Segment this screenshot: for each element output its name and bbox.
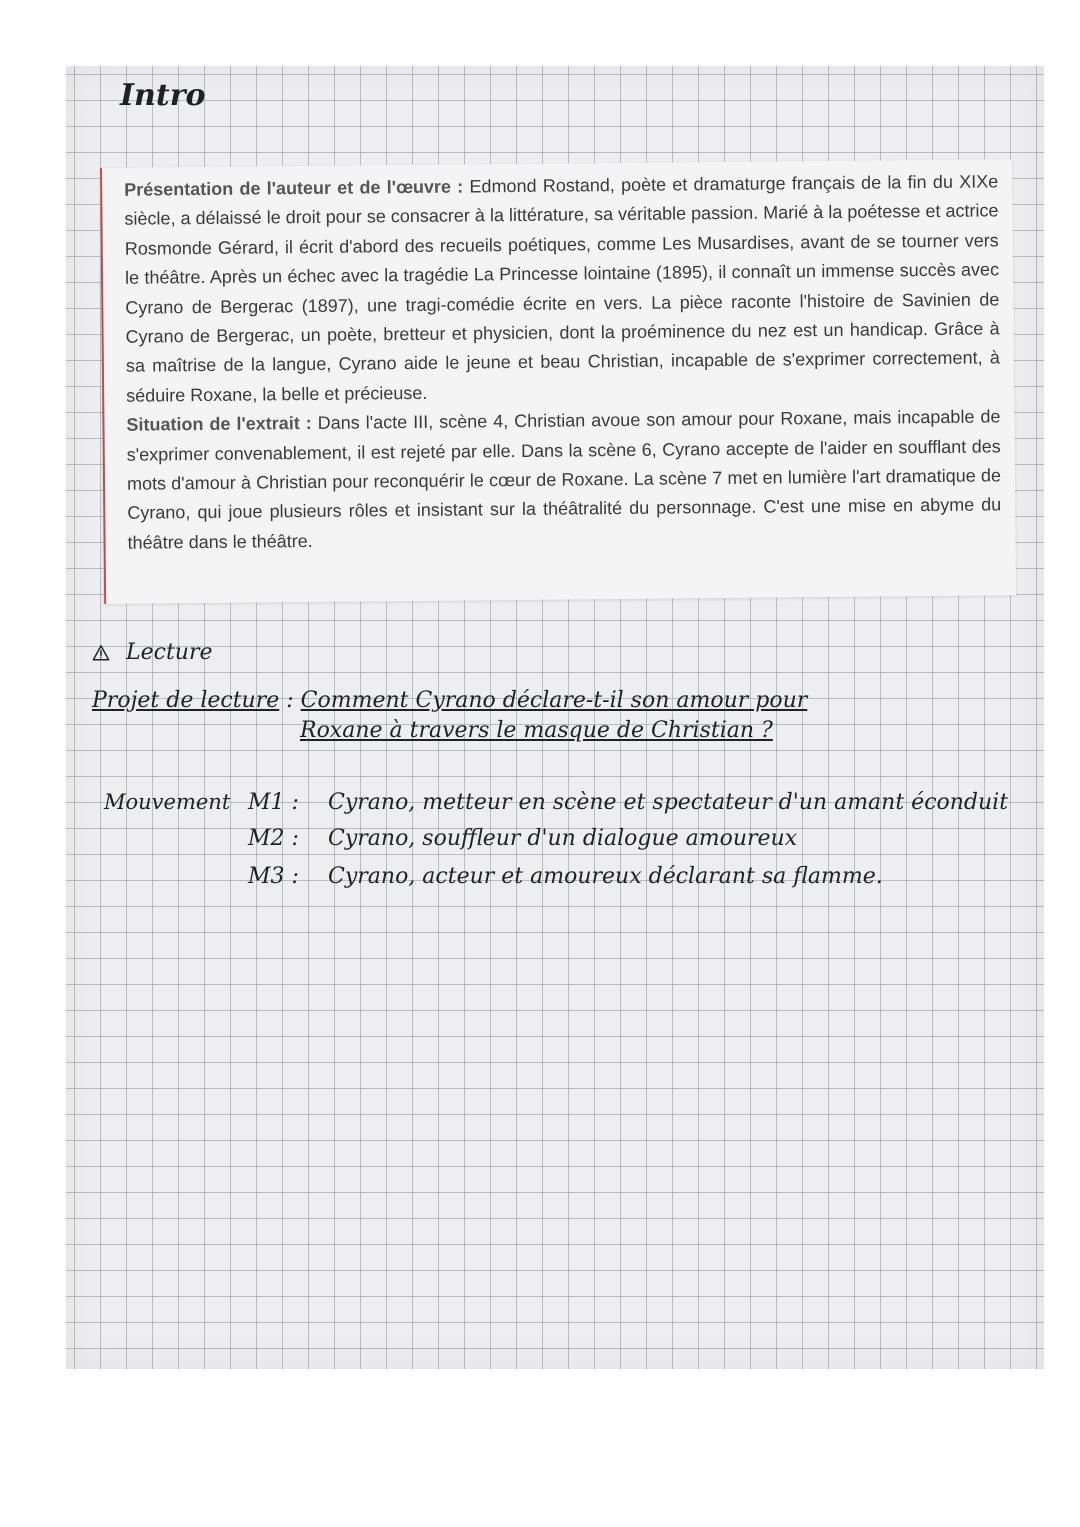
mouvement-key: M2 : bbox=[248, 826, 299, 851]
mouvement-item-3 bbox=[248, 864, 883, 889]
mouvement-item-1 bbox=[248, 790, 1008, 815]
presentation-label: Présentation de l'auteur et de l'œuvre : bbox=[124, 176, 464, 200]
situation-paragraph bbox=[126, 403, 1001, 558]
presentation-paragraph bbox=[124, 167, 1000, 411]
mouvement-text: Cyrano, souffleur d'un dialogue amoureux bbox=[328, 826, 798, 851]
projet-line-1: Projet de lecture : Comment Cyrano déclare-t-il son amour pour bbox=[92, 688, 808, 713]
mouvement-text: Cyrano, metteur en scène et spectateur d'un amant éconduit bbox=[328, 790, 1009, 815]
projet-question-line2: Roxane à travers le masque de Christian ? bbox=[300, 718, 773, 743]
mouvement-key: M3 : bbox=[248, 864, 299, 889]
presentation-text: Edmond Rostand, poète et dramaturge français de la fin du XIXe siècle, a délaissé le droit pour se consacrer à la littérature, sa véritable passion. Marié à la poétesse et actrice Rosmonde Gérard, il écrit d'abord des recueils poétiques, comme Les Musardises, avant de se tourner vers le théâtre. Après un échec avec la tragédie La Princesse lointaine (1895), il connaît un immense succès avec Cyrano de Bergerac (1897), une tragi-comédie écrite en vers. La pièce raconte l'histoire de Savinien de Cyrano de Bergerac, un poète, bretteur et physicien, dont la proéminence du nez est un handicap. Grâce à sa maîtrise de la langue, Cyrano aide le jeune et beau Christian, incapable de s'exprimer correctement, à séduire Roxane, la belle et précieuse. bbox=[124, 171, 1000, 406]
mouvement-text: Cyrano, acteur et amoureux déclarant sa flamme. bbox=[328, 864, 883, 889]
warning-triangle-icon bbox=[92, 644, 110, 662]
situation-text: Dans l'acte III, scène 4, Christian avoue son amour pour Roxane, mais incapable de s'exprimer convenablement, il est rejeté par elle. Dans la scène 6, Cyrano accepte de l'aider en soufflant des mots d'amour à Christian pour reconquérir le cœur de Roxane. La scène 7 met en lumière l'art dramatique de Cyrano, qui joue plusieurs rôles et insistant sur la théâtralité du personnage. C'est une mise en abyme du théâtre dans le théâtre. bbox=[126, 406, 1002, 553]
mouvement-label: Mouvement bbox=[104, 790, 231, 814]
projet-label: Projet de lecture bbox=[92, 688, 280, 713]
mouvement-item-2 bbox=[248, 826, 797, 851]
situation-label: Situation de l'extrait : bbox=[126, 413, 312, 436]
projet-question-line1: Comment Cyrano déclare-t-il son amour pour bbox=[300, 688, 808, 713]
mouvement-key: M1 : bbox=[248, 790, 299, 815]
intro-printed-card bbox=[100, 159, 1016, 604]
reading-heading bbox=[92, 640, 213, 665]
reading-heading-label: Lecture bbox=[126, 640, 213, 665]
heading-intro: Intro bbox=[120, 78, 206, 113]
